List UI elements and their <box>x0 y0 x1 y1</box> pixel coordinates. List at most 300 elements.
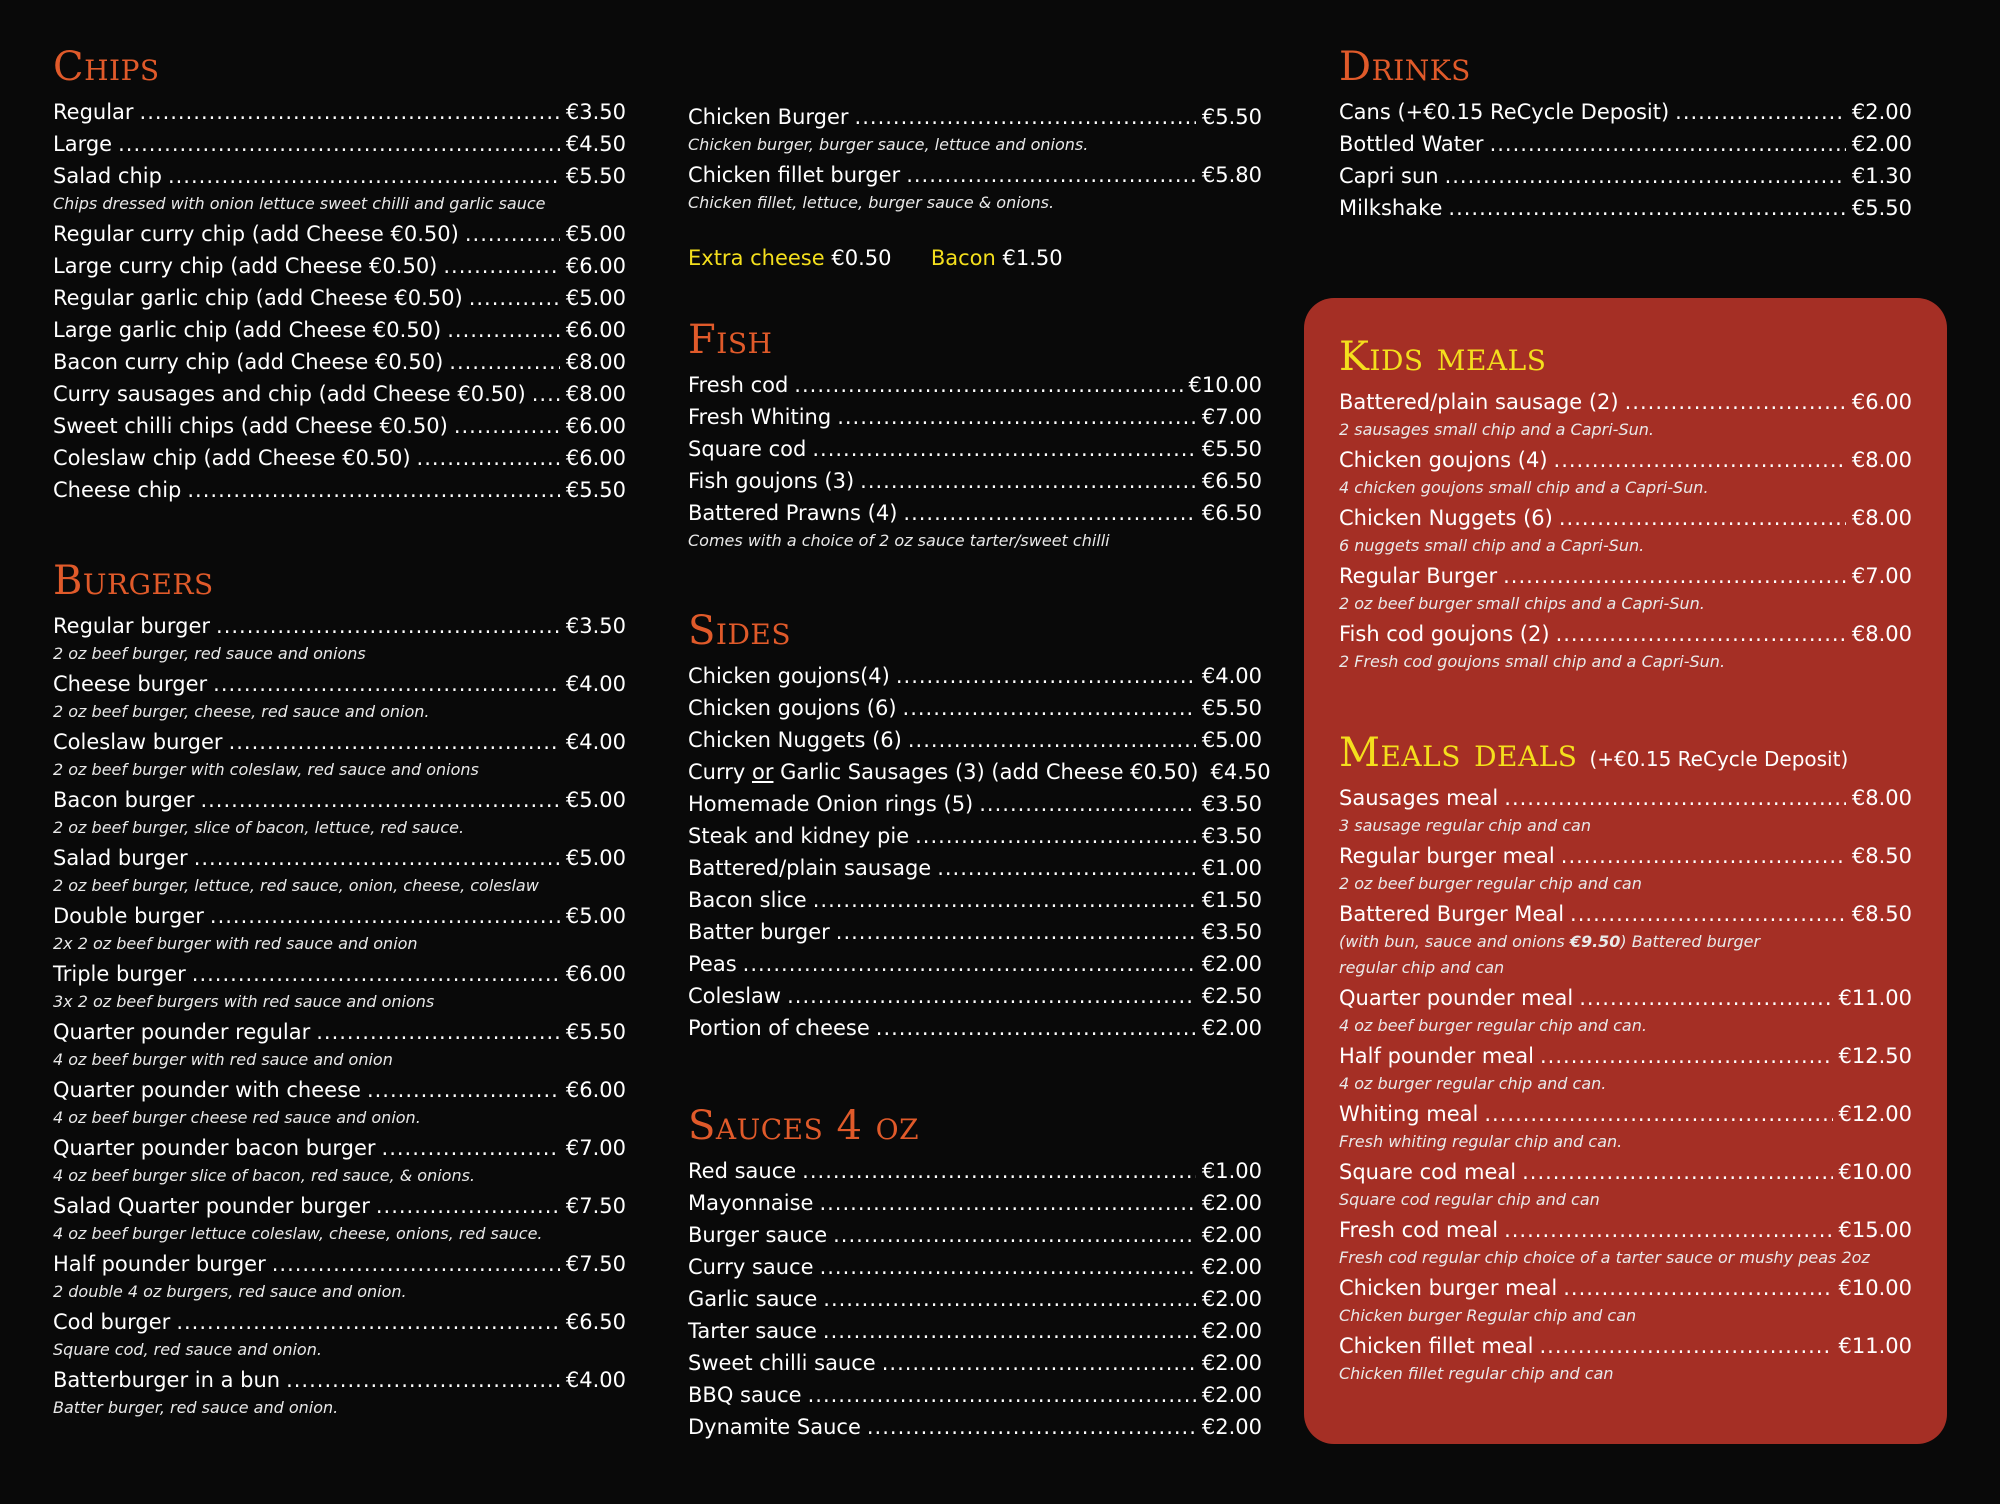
menu-item <box>688 724 1262 756</box>
dot-leader <box>213 668 560 700</box>
dot-leader <box>937 852 1196 884</box>
item-description-part: ) Battered burger <box>1620 932 1761 951</box>
dot-leader <box>867 1411 1196 1443</box>
item-name: Large garlic chip (add Cheese €0.50) <box>53 318 442 342</box>
menu-item <box>53 218 626 250</box>
item-name: Square cod meal <box>1339 1160 1517 1184</box>
item-name: Coleslaw <box>688 984 782 1008</box>
item-name: Regular garlic chip (add Cheese €0.50) <box>53 286 463 310</box>
item-name: Chicken Nuggets (6) <box>1339 506 1553 530</box>
menu-item-row <box>53 668 626 700</box>
menu-item-row <box>53 1248 626 1280</box>
dot-leader <box>192 958 560 990</box>
dot-leader <box>376 1190 560 1222</box>
item-name: Regular <box>53 100 134 124</box>
menu-item-row <box>1339 160 1912 192</box>
menu-item <box>688 1315 1262 1347</box>
item-name: Milkshake <box>1339 196 1443 220</box>
menu-item <box>688 916 1262 948</box>
item-price: €6.50 <box>1201 469 1262 493</box>
item-name: Regular burger <box>53 614 211 638</box>
item-description: 2 oz beef burger regular chip and can <box>1339 874 1642 893</box>
item-name: Quarter pounder with cheese <box>53 1078 361 1102</box>
menu-item-row <box>688 1411 1262 1443</box>
item-name: Salad chip <box>53 164 162 188</box>
menu-item-row <box>53 1364 626 1396</box>
item-price: €12.00 <box>1838 1102 1912 1126</box>
item-price: €6.50 <box>565 1310 626 1334</box>
item-name: Fresh cod meal <box>1339 1218 1499 1242</box>
item-name: Double burger <box>53 904 204 928</box>
dot-leader <box>454 410 560 442</box>
item-name: Large curry chip (add Cheese €0.50) <box>53 254 438 278</box>
menu-item-row <box>688 101 1262 133</box>
item-price: €4.00 <box>1201 664 1262 688</box>
menu-item <box>53 1016 626 1074</box>
menu-item <box>688 884 1262 916</box>
dot-leader <box>1503 560 1846 592</box>
meal-deals-section <box>1339 724 1912 1388</box>
menu-item <box>688 788 1262 820</box>
menu-item-row <box>53 900 626 932</box>
menu-item-row <box>688 159 1262 191</box>
sauces-heading: Sauces 4 oz <box>688 1103 920 1149</box>
menu-item <box>1339 1214 1912 1272</box>
drinks-section <box>1339 38 1912 224</box>
dot-leader <box>1563 1272 1832 1304</box>
extra-bacon-price: €1.50 <box>1002 246 1063 270</box>
menu-item <box>688 852 1262 884</box>
menu-item-row <box>688 369 1262 401</box>
item-price: €7.50 <box>565 1252 626 1276</box>
item-name: Mayonnaise <box>688 1191 814 1215</box>
menu-item-row <box>1339 982 1912 1014</box>
item-name: Quarter pounder bacon burger <box>53 1136 376 1160</box>
menu-item-row <box>688 724 1262 756</box>
dot-leader <box>1540 1040 1833 1072</box>
chicken-list <box>688 101 1262 217</box>
item-name: Square cod <box>688 437 807 461</box>
menu-item-row <box>688 1251 1262 1283</box>
menu-item <box>1339 192 1912 224</box>
menu-item-row <box>53 1016 626 1048</box>
item-price: €5.50 <box>1201 437 1262 461</box>
item-name: Curry sausages and chip (add Cheese €0.50) <box>53 382 526 406</box>
chips-heading: Chips <box>53 44 160 90</box>
chips-section <box>53 38 626 506</box>
menu-item <box>688 1251 1262 1283</box>
dot-leader <box>443 250 560 282</box>
menu-item-row <box>688 497 1262 529</box>
dot-leader <box>836 916 1196 948</box>
menu-item <box>53 842 626 900</box>
item-price: €5.50 <box>1201 696 1262 720</box>
menu-item-row <box>1339 192 1912 224</box>
menu-item <box>1339 782 1912 840</box>
menu-item-row <box>53 128 626 160</box>
item-name: Sweet chilli sauce <box>688 1351 876 1375</box>
meal-deals-list <box>1339 782 1912 1388</box>
menu-item <box>688 1379 1262 1411</box>
dot-leader <box>979 788 1196 820</box>
item-price: €11.00 <box>1838 1334 1912 1358</box>
menu-item-row <box>1339 1040 1912 1072</box>
meal-deals-note: (+€0.15 ReCycle Deposit) <box>1589 747 1849 771</box>
menu-item <box>1339 1330 1912 1388</box>
menu-item <box>1339 1098 1912 1156</box>
item-price: €5.00 <box>565 788 626 812</box>
fish-heading: Fish <box>688 317 773 363</box>
item-description: Chicken fillet regular chip and can <box>1339 1364 1614 1383</box>
menu-item-row <box>688 756 1271 788</box>
item-name: Salad burger <box>53 846 188 870</box>
item-description <box>1339 928 1912 956</box>
dot-leader <box>176 1306 560 1338</box>
item-description: 4 oz beef burger with red sauce and onion <box>53 1050 393 1069</box>
item-price: €5.50 <box>565 1020 626 1044</box>
item-description: Comes with a choice of 2 oz sauce tarter/sweet chilli <box>688 531 1110 550</box>
item-name: Salad Quarter pounder burger <box>53 1194 370 1218</box>
item-description: Chicken fillet, lettuce, burger sauce & onions. <box>688 193 1055 212</box>
kids-meals-list <box>1339 386 1912 676</box>
menu-item <box>53 1074 626 1132</box>
item-price: €4.50 <box>565 132 626 156</box>
menu-item <box>53 160 626 218</box>
dot-leader <box>1522 1156 1832 1188</box>
dot-leader <box>1504 782 1846 814</box>
item-name: Chicken burger meal <box>1339 1276 1558 1300</box>
item-price: €8.00 <box>565 350 626 374</box>
menu-item <box>53 378 626 410</box>
menu-item <box>53 900 626 958</box>
dot-leader <box>200 784 559 816</box>
item-name: Quarter pounder regular <box>53 1020 311 1044</box>
menu-item <box>688 1283 1262 1315</box>
item-price: €4.00 <box>565 730 626 754</box>
menu-item <box>53 1190 626 1248</box>
dot-leader <box>833 1219 1196 1251</box>
dot-leader <box>140 96 560 128</box>
menu-item <box>53 958 626 1016</box>
menu-item-row <box>688 916 1262 948</box>
item-price: €15.00 <box>1838 1218 1912 1242</box>
meal-deals-title: Meals deals <box>1339 730 1578 776</box>
item-price: €8.00 <box>1851 506 1912 530</box>
menu-item-row <box>53 958 626 990</box>
item-description: 2 oz beef burger with coleslaw, red sauce and onions <box>53 760 479 779</box>
dot-leader <box>272 1248 560 1280</box>
dot-leader <box>367 1074 560 1106</box>
item-name: Bacon curry chip (add Cheese €0.50) <box>53 350 444 374</box>
menu-item-row <box>53 442 626 474</box>
item-name: Battered Burger Meal <box>1339 902 1565 926</box>
item-price: €5.80 <box>1201 163 1262 187</box>
item-name: Coleslaw burger <box>53 730 223 754</box>
menu-item-row <box>1339 782 1912 814</box>
menu-item <box>53 668 626 726</box>
item-name: Capri sun <box>1339 164 1439 188</box>
item-description: Square cod, red sauce and onion. <box>53 1340 322 1359</box>
menu-item-row <box>688 1012 1262 1044</box>
item-name: Sweet chilli chips (add Cheese €0.50) <box>53 414 448 438</box>
menu-item-row <box>53 410 626 442</box>
menu-item <box>688 401 1262 433</box>
item-price: €8.50 <box>1851 902 1912 926</box>
item-price: €2.00 <box>1201 1255 1262 1279</box>
item-description: Square cod regular chip and can <box>1339 1190 1600 1209</box>
item-price: €5.00 <box>565 222 626 246</box>
meal-deals-heading <box>1339 724 1912 782</box>
menu-item <box>53 96 626 128</box>
item-name: Coleslaw chip (add Cheese €0.50) <box>53 446 411 470</box>
menu-item-row <box>688 1219 1262 1251</box>
item-name: Curry sauce <box>688 1255 814 1279</box>
item-description: Chips dressed with onion lettuce sweet chilli and garlic sauce <box>53 194 546 213</box>
menu-item <box>688 465 1262 497</box>
item-name: Fresh Whiting <box>688 405 832 429</box>
menu-item-row <box>688 1187 1262 1219</box>
dot-leader <box>823 1315 1196 1347</box>
item-price: €8.00 <box>1851 448 1912 472</box>
item-name: Peas <box>688 952 737 976</box>
dot-leader <box>855 101 1196 133</box>
item-price: €2.00 <box>1851 100 1912 124</box>
dot-leader <box>876 1012 1196 1044</box>
menu-item <box>1339 982 1912 1040</box>
menu-item-row <box>1339 1156 1912 1188</box>
item-description: Chicken burger, burger sauce, lettuce and onions. <box>688 135 1089 154</box>
menu-item-row <box>688 692 1262 724</box>
item-name: Chicken goujons (6) <box>688 696 897 720</box>
menu-item <box>1339 840 1912 898</box>
item-name: Chicken Nuggets (6) <box>688 728 902 752</box>
item-name: Triple burger <box>53 962 186 986</box>
item-description: 2 oz beef burger, cheese, red sauce and onion. <box>53 702 430 721</box>
item-description: Batter burger, red sauce and onion. <box>53 1398 339 1417</box>
fish-section <box>688 311 1262 555</box>
dot-leader <box>187 474 560 506</box>
dot-leader <box>882 1347 1196 1379</box>
menu-item-row <box>688 788 1262 820</box>
item-name: Bacon slice <box>688 888 807 912</box>
menu-item <box>53 1364 626 1422</box>
menu-item-row <box>688 1315 1262 1347</box>
item-price: €10.00 <box>1838 1160 1912 1184</box>
item-price: €8.50 <box>1851 844 1912 868</box>
menu-item-row <box>1339 618 1912 650</box>
item-price: €1.00 <box>1201 856 1262 880</box>
menu-item <box>688 1187 1262 1219</box>
menu-item <box>1339 1156 1912 1214</box>
dot-leader <box>1554 444 1846 476</box>
menu-item-row <box>53 160 626 192</box>
item-name: Chicken Burger <box>688 105 849 129</box>
item-name: Chicken fillet burger <box>688 163 901 187</box>
item-name: Regular burger meal <box>1339 844 1555 868</box>
item-price: €2.00 <box>1201 1351 1262 1375</box>
item-price: €2.00 <box>1201 1191 1262 1215</box>
menu-item-row <box>1339 96 1912 128</box>
item-name: Sausages meal <box>1339 786 1499 810</box>
menu-item-row <box>53 1306 626 1338</box>
menu-item-row <box>1339 502 1912 534</box>
dot-leader <box>837 401 1196 433</box>
dot-leader <box>915 820 1196 852</box>
item-name: Large <box>53 132 113 156</box>
item-price: €7.00 <box>1201 405 1262 429</box>
menu-item-row <box>53 218 626 250</box>
item-price: €5.00 <box>565 904 626 928</box>
kids-meals-section <box>1339 328 1912 676</box>
item-price: €2.00 <box>1201 952 1262 976</box>
dot-leader <box>210 900 560 932</box>
menu-item-row <box>688 1283 1262 1315</box>
extra-cheese-label: Extra cheese <box>688 246 825 270</box>
menu-item <box>1339 386 1912 444</box>
item-price: €2.00 <box>1201 1287 1262 1311</box>
dot-leader <box>1556 618 1846 650</box>
item-name: Battered/plain sausage <box>688 856 932 880</box>
item-price: €6.00 <box>565 1078 626 1102</box>
item-name-part: Curry <box>688 760 752 784</box>
dot-leader <box>1570 898 1846 930</box>
menu-item-row <box>1339 1098 1912 1130</box>
dot-leader <box>447 314 560 346</box>
item-name: Regular Burger <box>1339 564 1498 588</box>
item-price: €6.00 <box>1851 390 1912 414</box>
item-price: €5.00 <box>565 286 626 310</box>
dot-leader <box>860 465 1196 497</box>
menu-item <box>53 474 626 506</box>
item-name: Chicken goujons(4) <box>688 664 890 688</box>
item-name: Fish goujons (3) <box>688 469 855 493</box>
item-price: €1.00 <box>1201 1159 1262 1183</box>
item-price: €6.00 <box>565 254 626 278</box>
item-price: €2.00 <box>1201 1415 1262 1439</box>
item-description: 4 oz beef burger slice of bacon, red sauce, & onions. <box>53 1166 476 1185</box>
menu-item-row <box>1339 1214 1912 1246</box>
menu-item-row <box>688 401 1262 433</box>
menu-item-row <box>53 1074 626 1106</box>
burgers-section <box>53 552 626 1422</box>
item-price: €8.00 <box>1851 786 1912 810</box>
dot-leader <box>813 884 1196 916</box>
menu-item <box>53 1306 626 1364</box>
menu-item <box>688 1347 1262 1379</box>
dot-leader <box>168 160 560 192</box>
menu-item-row <box>1339 898 1912 930</box>
item-price: €7.00 <box>565 1136 626 1160</box>
item-price: €2.00 <box>1201 1223 1262 1247</box>
menu-item <box>688 980 1262 1012</box>
item-price: €3.50 <box>565 614 626 638</box>
burgers-list <box>53 610 626 1422</box>
item-name: Red sauce <box>688 1159 797 1183</box>
item-description: 4 oz beef burger regular chip and can. <box>1339 1016 1647 1035</box>
menu-item <box>688 1155 1262 1187</box>
item-price: €1.30 <box>1851 164 1912 188</box>
dot-leader <box>794 369 1182 401</box>
item-description: 2 oz beef burger, slice of bacon, lettuce, red sauce. <box>53 818 465 837</box>
dot-leader <box>787 980 1196 1012</box>
item-name: Tarter sauce <box>688 1319 817 1343</box>
dot-leader <box>819 1187 1195 1219</box>
item-price: €7.50 <box>565 1194 626 1218</box>
menu-item <box>688 1219 1262 1251</box>
menu-item-row <box>1339 128 1912 160</box>
item-price: €8.00 <box>1851 622 1912 646</box>
dot-leader <box>417 442 560 474</box>
sides-section <box>688 602 1271 1044</box>
menu-item-row <box>1339 444 1912 476</box>
menu-item-row <box>53 474 626 506</box>
dot-leader <box>229 726 560 758</box>
item-name: Cheese burger <box>53 672 208 696</box>
item-price: €11.00 <box>1838 986 1912 1010</box>
menu-item-row <box>688 852 1262 884</box>
item-price: €10.00 <box>1188 373 1262 397</box>
item-name: Fish cod goujons (2) <box>1339 622 1550 646</box>
dot-leader <box>382 1132 560 1164</box>
item-price: €10.00 <box>1838 1276 1912 1300</box>
menu-item <box>1339 618 1912 676</box>
extra-bacon-label: Bacon <box>930 246 996 270</box>
item-price: €3.50 <box>1201 920 1262 944</box>
item-price: €2.00 <box>1201 1383 1262 1407</box>
item-description: Fresh whiting regular chip and can. <box>1339 1132 1623 1151</box>
menu-item <box>1339 560 1912 618</box>
dot-leader <box>1559 502 1846 534</box>
menu-item-row <box>688 660 1262 692</box>
menu-item-row <box>53 784 626 816</box>
item-description: 2 sausages small chip and a Capri-Sun. <box>1339 420 1654 439</box>
item-description: 4 oz beef burger cheese red sauce and onion. <box>53 1108 421 1127</box>
burgers-heading: Burgers <box>53 558 214 604</box>
menu-item <box>53 1132 626 1190</box>
menu-item <box>53 1248 626 1306</box>
menu-item-row <box>53 842 626 874</box>
menu-item <box>688 692 1262 724</box>
item-price: €5.00 <box>565 846 626 870</box>
item-price: €4.50 <box>1210 760 1271 784</box>
dot-leader <box>216 610 560 642</box>
sides-heading: Sides <box>688 608 792 654</box>
menu-item <box>688 1411 1262 1443</box>
item-name: Cod burger <box>53 1310 171 1334</box>
dot-leader <box>743 948 1196 980</box>
menu-item-row <box>688 1379 1262 1411</box>
item-price: €6.50 <box>1201 501 1262 525</box>
item-description-part: (with bun, sauce and onions <box>1339 932 1570 951</box>
item-name: Battered Prawns (4) <box>688 501 898 525</box>
item-price: €1.50 <box>1201 888 1262 912</box>
menu-item-row <box>688 1347 1262 1379</box>
item-name: Battered/plain sausage (2) <box>1339 390 1619 414</box>
dot-leader <box>906 159 1196 191</box>
menu-item <box>1339 96 1912 128</box>
menu-item-row <box>53 314 626 346</box>
item-description: 2 oz beef burger, red sauce and onions <box>53 644 366 663</box>
menu-item <box>1339 1040 1912 1098</box>
menu-item-row <box>1339 1330 1912 1362</box>
dot-leader <box>1490 128 1846 160</box>
menu-item <box>1339 128 1912 160</box>
menu-item <box>688 369 1262 401</box>
item-description: 6 nuggets small chip and a Capri-Sun. <box>1339 536 1645 555</box>
menu-item-row <box>53 378 626 410</box>
item-price: €5.50 <box>1851 196 1912 220</box>
dot-leader <box>286 1364 560 1396</box>
